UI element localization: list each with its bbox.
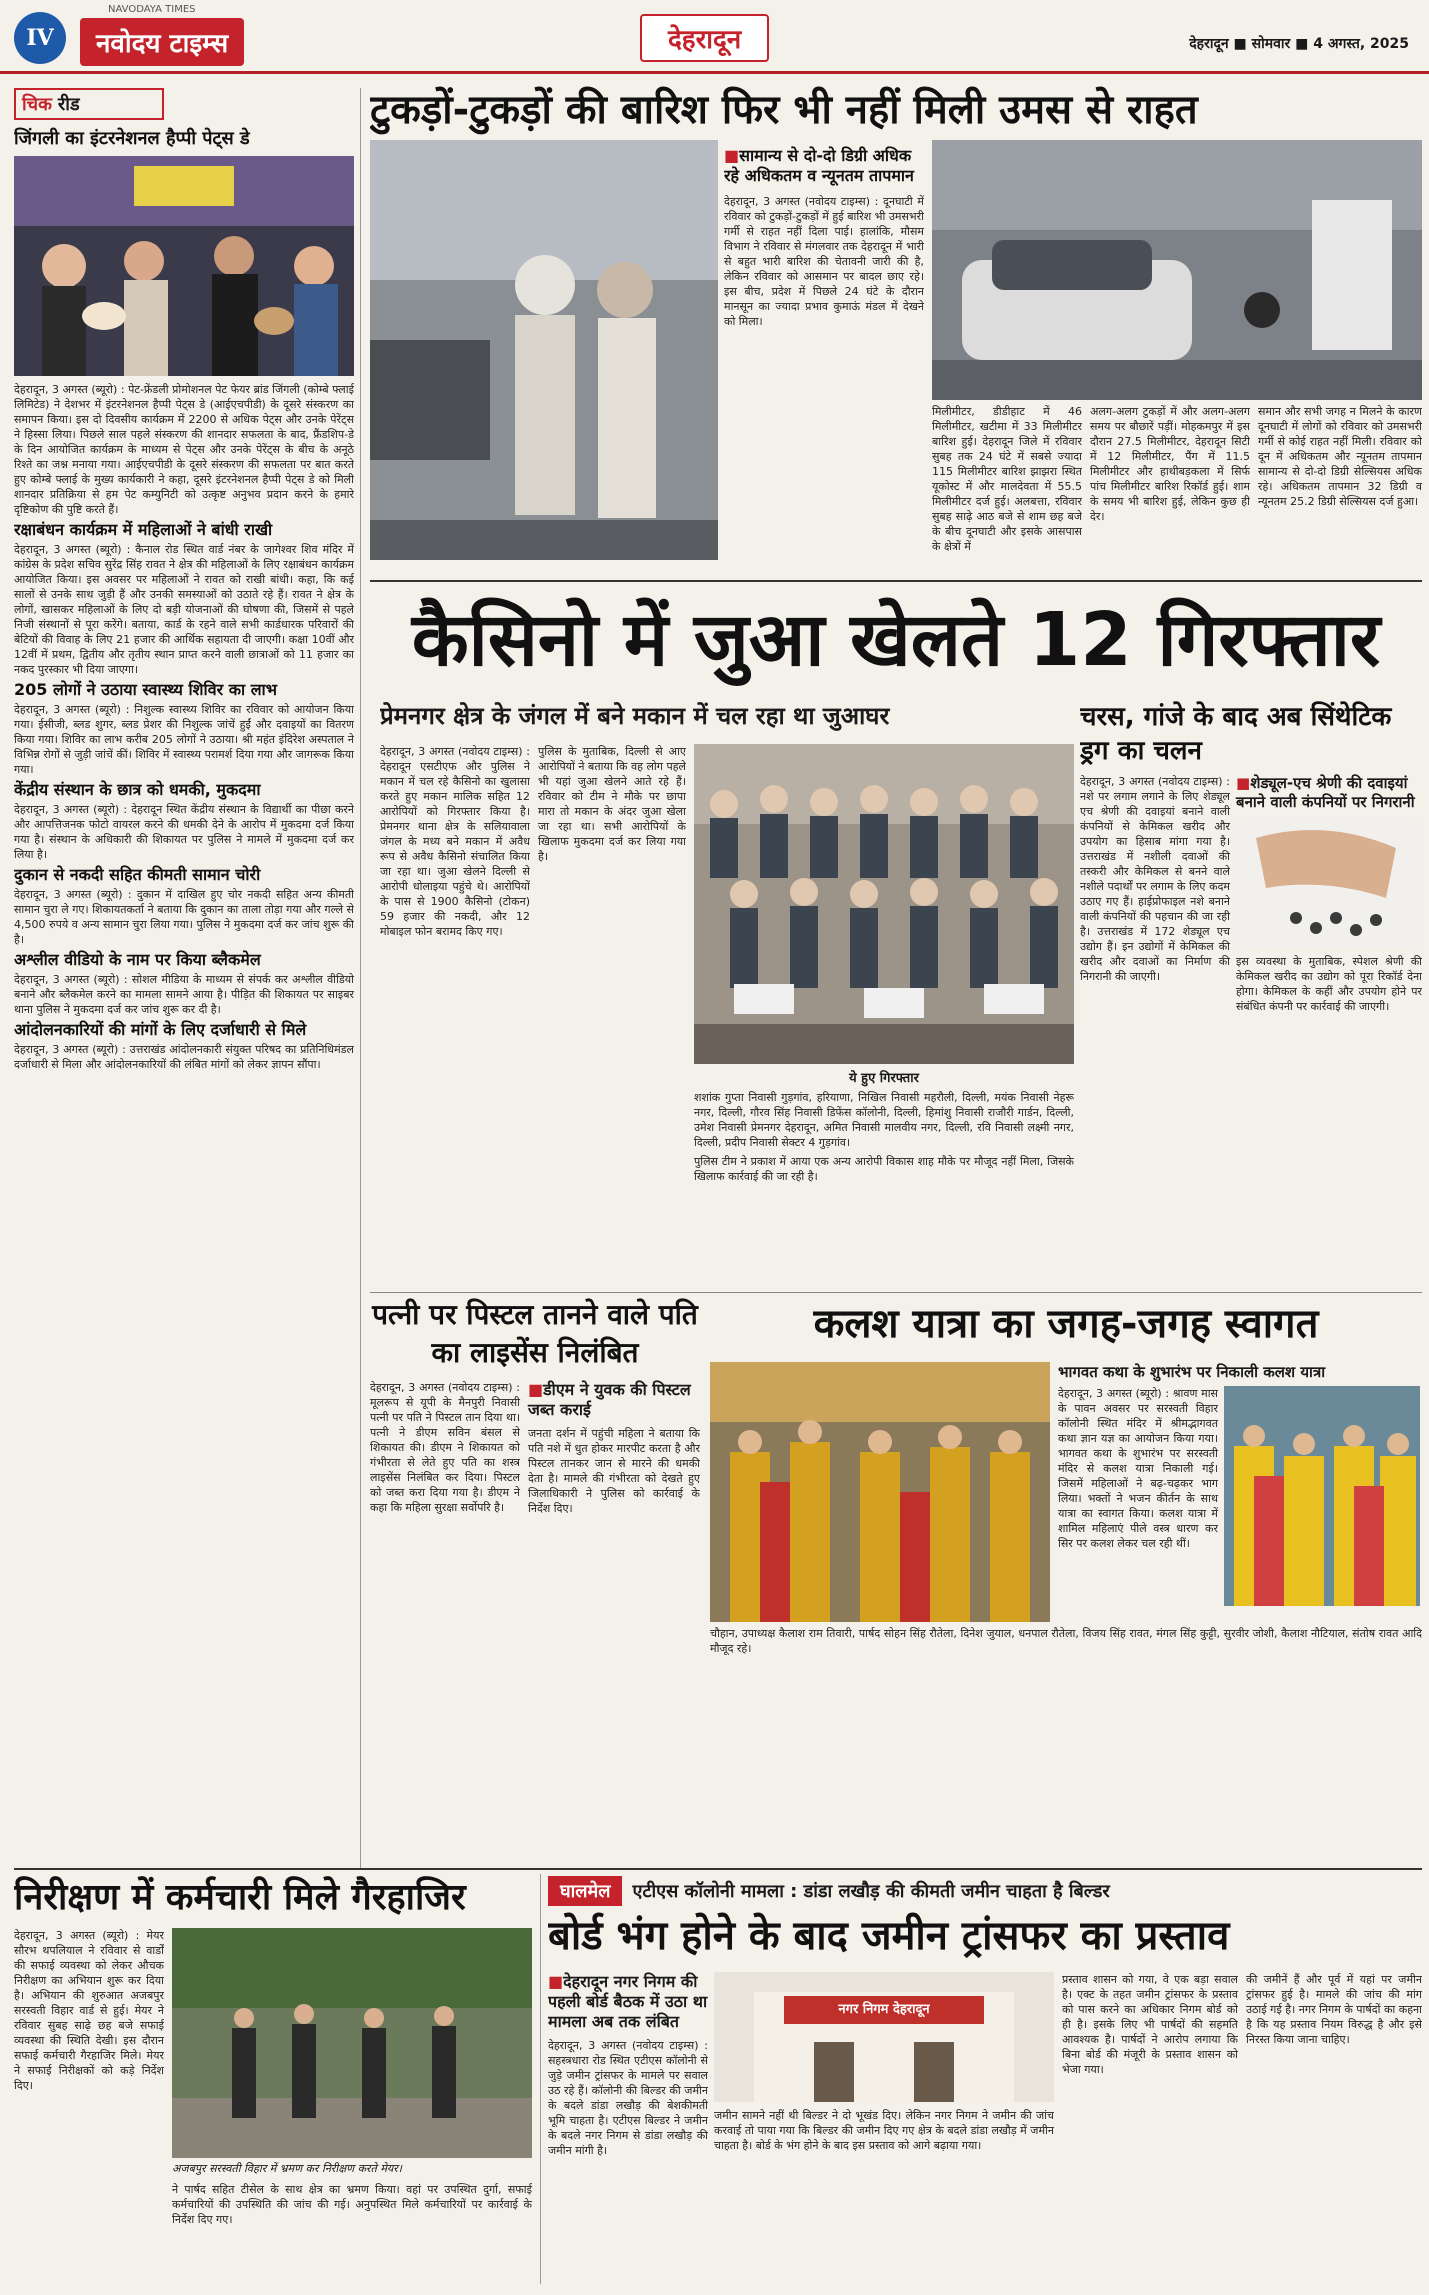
- drug-story: [1080, 700, 1422, 1280]
- inspection-headline: निरीक्षण में कर्मचारी मिले गैरहाजिर: [14, 1877, 466, 1918]
- pills-photo: [1236, 818, 1422, 948]
- casino-body-1: देहरादून, 3 अगस्त (नवोदय टाइम्स) : देहरादून एसटीएफ और पुलिस ने मकान में चल रहे कैसिनो का खुलासा करते हुए मकान मालिक सहित 12 आरोपियों को गिरफ्तार किया है। प्रेमनगर थाना क्षेत्र के सलियावाला जंगल के मध्य बने मकान में अवैध रूप से अवैध कैसिनो संचालित किया जा रहा था। जुआ खेलने दिल्ली से आरोपी धोलाइया पहुंचे थे। आरोपियों के पास से 1900 कैसिनो (टोकन) 59 हजार की नकदी, और 12 मोबाइल फोन बरामद किए गए।: [380, 745, 530, 938]
- lead-headline: [370, 86, 1420, 136]
- city-section-label: देहरादून: [640, 14, 769, 62]
- casino-text-col1: [380, 744, 530, 1284]
- left-column: [14, 88, 354, 1868]
- casino-arrest-photo: [694, 744, 1074, 1064]
- lead-headline-text: टुकड़ों-टुकड़ों की बारिश फिर भी नहीं मिली उमस से राहत: [370, 87, 1198, 133]
- pistol-subhead: ■डीएम ने युवक की पिस्टल जब्त कराई: [528, 1380, 691, 1419]
- lead-text-col1: [724, 146, 924, 566]
- brief-title-agitators: आंदोलनकारियों की मांगों के लिए दर्जाधारी से मिले: [14, 1020, 307, 1039]
- land-kicker: एटीएस कॉलोनी मामला : डांडा लखौड़ की कीमती जमीन चाहता है बिल्डर: [632, 1881, 1110, 1902]
- land-subhead: ■देहरादून नगर निगम की पहली बोर्ड बैठक में उठा था मामला अब तक लंबित: [548, 1972, 708, 2031]
- land-col2: [714, 2108, 1054, 2284]
- lead-body-col4: समान और सभी जगह न मिलने के कारण दूनघाटी में लोगों को रविवार को उमसभरी गर्मी से कोई राहत नहीं मिली। रविवार को दून में अधिकतम और न्यूनतम तापमान सामान्य से दो-दो डिग्री सेल्सियस अधिक रहे। अधिकतम तापमान 32 डिग्री व न्यूनतम 25.2 डिग्री सेल्सियस दर्ज हुआ।: [1258, 405, 1422, 508]
- chiklit-body: देहरादून, 3 अगस्त (ब्यूरो) : पेट-फ्रेंडली प्रोमोशनल पेट फेयर ब्रांड जिंगली (कोम्बे फ्लाई लिमिटेड) ने देशभर में इंटरनेशनल हैप्पी पेट्स डे (आईएचपीडी) के दूसरे संस्करण का समापन किया। इस दो दिवसीय कार्यक्रम में 2200 से अधिक पेट्स और उनके पेरेंट्स ने हिस्सा लिया। पिछले साल पहले संस्करण की शानदार सफलता के बाद, फ्रैंडशिप-डे के दिन आयोजित कार्यक्रम के माध्यम से पेट्स और उनके पेरेंट्स के बीच के अनूठे रिश्ते का जश्न मनाया गया। आईएचपीडी के दूसरे संस्करण की सफलता पर बात करते हुए कोम्बे फ्लाई के मुख्य कार्यकारी ने कहा, दूसरे इंटरनेशनल हैप्पी पेट्स डे को मिली शानदार प्रतिक्रिया से हम पेट कम्युनिटी को उत्कृष्ट अनुभव प्रदान करने के हमारे दृष्टिकोण की पुष्टि करते हैं।: [14, 383, 354, 516]
- drug-subhead: ■शेड्यूल-एच श्रेणी की दवाइयां बनाने वाली कंपनियों पर निगरानी: [1236, 774, 1415, 811]
- drug-body-2: इस व्यवस्था के मुताबिक, स्पेशल श्रेणी की केमिकल खरीद का उद्योग को पूरा रिकॉर्ड देना होगा। केमिकल के कहीं और उपयोग होने पर संबंधित कंपनी पर कार्रवाई की जाएगी।: [1236, 955, 1422, 1013]
- paper-name-latin: NAVODAYA TIMES: [108, 4, 196, 15]
- section-rule: [370, 580, 1422, 582]
- kalash-headline: [710, 1296, 1422, 1356]
- nagar-nigam-photo: [714, 1972, 1054, 2102]
- land-headline: [548, 1910, 1422, 1964]
- casino-body-4: पुलिस टीम ने प्रकाश में आया एक अन्य आरोपी विकास शाह मौके पर मौजूद नहीं मिला, जिसके खिलाफ कार्रवाई की जा रही है।: [694, 1155, 1074, 1183]
- kalash-photo-procession: [710, 1362, 1050, 1622]
- land-headline-text: बोर्ड भंग होने के बाद जमीन ट्रांसफर का प्रस्ताव: [548, 1913, 1230, 1959]
- kalash-headline-text: कलश यात्रा का जगह-जगह स्वागत: [813, 1301, 1319, 1347]
- brief-title-raksha: रक्षाबंधन कार्यक्रम में महिलाओं ने बांधी राखी: [14, 520, 273, 539]
- casino-subhead-text: प्रेमनगर क्षेत्र के जंगल में बने मकान में चल रहा था जुआघर: [380, 702, 890, 730]
- brief-title-theft: दुकान से नकदी सहित कीमती सामान चोरी: [14, 865, 261, 884]
- casino-headline-text: कैसिनो में जुआ खेलते 12 गिरफ्तार: [411, 597, 1381, 683]
- page-number-badge: IV: [14, 12, 66, 64]
- casino-text-col2: [538, 744, 686, 1284]
- masthead: [0, 0, 1429, 74]
- drug-subhead-text: शेड्यूल-एच श्रेणी की दवाइयां बनाने वाली कंपनियों पर निगरानी: [1236, 774, 1415, 811]
- pistol-headline: पत्नी पर पिस्टल तानने वाले पति का लाइसेंस निलंबित: [372, 1298, 698, 1369]
- chiklit-label-text2: रीड: [57, 94, 80, 115]
- lead-subhead: ■सामान्य से दो-दो डिग्री अधिक रहे अधिकतम व न्यूनतम तापमान: [724, 146, 914, 185]
- casino-body-2: पुलिस के मुताबिक, दिल्ली से आए आरोपियों ने बताया कि वह लोग पहले भी यहां जुआ खेलने आते रहे हैं। रविवार को टीम ने मौके पर छापा मारा तो मकान के अंदर जुआ खेला जा रहा था। सभी आरोपियों के खिलाफ मुकदमा दर्ज कर लिया गया है।: [538, 745, 686, 863]
- casino-headline: [370, 590, 1422, 700]
- land-body-2: जमीन सामने नहीं थी बिल्डर ने दो भूखंड दिए। लेकिन नगर निगम ने जमीन की जांच करवाई तो पाया गया कि बिल्डर की जमीन दिए गए क्षेत्र के बदले डांडा लखौड़ में जमीन चाहता है। बोर्ड के भंग होने के बाद इस प्रस्ताव को आगे बढ़ाया गया।: [714, 2109, 1054, 2152]
- lead-body-col1: देहरादून, 3 अगस्त (नवोदय टाइम्स) : दूनघाटी में रविवार को टुकड़ों-टुकड़ों में हुई बारिश भी उमसभरी गर्मी से राहत नहीं दिला पाई। हालांकि, मौसम विभाग ने रविवार से मंगलवार तक देहरादून में भारी से बहुत भारी बारिश की चेतावनी जारी की है, लेकिन रविवार को आसमान पर बादल छाए रहे। इस बीच, प्रदेश में पिछले 24 घंटे के दौरान मानसून का ज्यादा प्रभाव कुमाऊं मंडल में देखने को मिला।: [724, 195, 924, 328]
- brief-body-raksha: देहरादून, 3 अगस्त (ब्यूरो) : कैनाल रोड स्थित वार्ड नंबर के जागेश्वर शिव मंदिर में कांग्रेस के प्रदेश सचिव सुरेंद्र सिंह रावत ने क्षेत्र की महिलाओं के लिए रक्षाबंधन कार्यक्रम आयोजित किया। इस अवसर पर महिलाओं ने रावत को राखी बांधी। कहा, कि कई सालों से उनके साथ जुड़ी हैं और उनकी समस्याओं को उठाते रहे हैं। रावत ने क्षेत्र के लोगों, खासकर महिलाओं के लिए दो बड़ी योजनाओं की घोषणा की, जिसमें से पहले निजी संस्थानों से पूरा करेंगे। बताया, कार्ड के रहने वाले सभी कार्डधारक परिवारों की बेटियों की विवाह के लिए 21 हजार की आर्थिक सहायता दी जाएगी। कक्षा 10वीं और 12वीं में प्रथम, द्वितीय और तृतीय स्थान प्राप्त करने वाली छात्राओं को 11 हजार का नकद पुरस्कार भी दिया जाएगा।: [14, 543, 354, 676]
- casino-arrested-box: [694, 1068, 1074, 1288]
- chiklit-label: [14, 88, 164, 120]
- land-kicker-row: [548, 1874, 1422, 1908]
- rain-photo-women: [370, 140, 718, 560]
- drug-headline: चरस, गांजे के बाद अब सिंथेटिक ड्रग का चलन: [1080, 702, 1392, 766]
- casino-photo-caption: ये हुए गिरफ्तार: [849, 1071, 919, 1086]
- kalash-footer: [710, 1626, 1422, 1716]
- land-body-3: प्रस्ताव शासन को गया, वे एक बड़ा सवाल है। एक्ट के तहत जमीन ट्रांसफर के प्रस्ताव को पास करने का अधिकार निगम बोर्ड को ही है। इसके लिए भी पार्षदों की सहमति आवश्यक है। पार्षदों ने आरोप लगाया कि बिना बोर्ड की मंजूरी के प्रस्ताव शासन को भेजा गया।: [1062, 1973, 1238, 2076]
- inspection-body: देहरादून, 3 अगस्त (ब्यूरो) : मेयर सौरभ थपलियाल ने रविवार से वार्डों की सफाई व्यवस्था को लेकर औचक निरीक्षण का अभियान शुरू कर दिया है। अभियान की शुरुआत अजबपुर सरस्वती विहार वार्ड से हुई। मेयर ने रविवार सुबह साढ़े छह बजे सफाई व्यवस्था की स्थिति देखी। इस दौरान सफाई कर्मचारी गैरहाजिर मिले। मेयर ने सफाई निरीक्षकों को कड़े निर्देश दिए।: [14, 1929, 164, 2092]
- land-body-4: की जमीनें हैं और पूर्व में यहां पर जमीन ट्रांसफर हुई है। मामले की जांच की मांग उठाई गई है। नगर निगम के पार्षदों का कहना है कि यह प्रस्ताव नियम विरुद्ध है और इसे निरस्त किया जाना चाहिए।: [1246, 1973, 1422, 2046]
- lead-body-col2: मिलीमीटर, डीडीहाट में 46 मिलीमीटर, खटीमा में 33 मिलीमीटर बारिश हुई। देहरादून जिले में रविवार सुबह तक 24 घंटे में सबसे ज्यादा 115 मिलीमीटर बारिश झाझरा स्थित यूकोस्ट में और मालदेवता में 55.5 मिलीमीटर दर्ज हुई। अलबत्ता, रविवार सुबह साढ़े आठ बजे से शाम छह बजे के बीच दूनघाटी और इसके आसपास के क्षेत्रों में: [932, 405, 1082, 553]
- kalash-text-block: [1058, 1362, 1422, 1622]
- lead-text-col2: [932, 404, 1082, 564]
- column-rule: [360, 88, 361, 1868]
- paper-logo: नवोदय टाइम्स: [80, 18, 244, 66]
- land-col4: [1246, 1972, 1422, 2284]
- casino-arrested-list: शशांक गुप्ता निवासी गुड़गांव, हरियाणा, निखिल निवासी महरौली, दिल्ली, मयंक निवासी नेहरू नगर, दिल्ली, गौरव सिंह निवासी डिफेंस कॉलोनी, दिल्ली, हिमांशु निवासी राजौरी गार्डन, दिल्ली, उमेश निवासी प्रेमनगर देहरादून, अमित निवासी मालवीय नगर, दिल्ली, रवि निवासी लक्ष्मी नगर, दिल्ली, प्रदीप निवासी सेक्टर 4 गुड़गांव।: [694, 1091, 1074, 1149]
- lead-text-col3: [1090, 404, 1250, 564]
- land-col3: [1062, 1972, 1238, 2284]
- nagar-nigam-sign: नगर निगम देहरादून: [838, 2002, 930, 2017]
- inspection-photo-caption: अजबपुर सरस्वती विहार में भ्रमण कर निरीक्षण करते मेयर।: [172, 2162, 402, 2175]
- column-rule-2: [540, 1874, 541, 2284]
- land-tag: घालमेल: [548, 1876, 622, 1906]
- casino-subhead: [380, 700, 1060, 736]
- land-body: देहरादून, 3 अगस्त (नवोदय टाइम्स) : सहस्त्रधारा रोड स्थित एटीएस कॉलोनी से जुड़े जमीन ट्रांसफर के मामले पर सवाल उठ रहे हैं। कॉलोनी की बिल्डर की जमीन के बदले डांडा लखौड़ की बेशकीमती भूमि चाहता है। एटीएस बिल्डर ने जमीन के बदले नगर निगम से डांडा लखौड़ की जमीन मांगी है।: [548, 2039, 708, 2157]
- chiklit-label-text: चिक: [22, 94, 52, 115]
- pistol-story: [370, 1296, 700, 1856]
- kalash-body-2: चौहान, उपाध्यक्ष कैलाश राम तिवारी, पार्षद सोहन सिंह रौतेला, दिनेश जुयाल, धनपाल रौतेला, विजय सिंह रावत, मंगल सिंह कुट्टी, सुरवीर जोशी, कैलाश नौटियाल, संतोष रावत आदि मौजूद रहे।: [710, 1627, 1422, 1655]
- lead-body-col3: अलग-अलग टुकड़ों में और अलग-अलग समय पर बौछारें पड़ीं। मोहकमपुर में इस दौरान 27.5 मिलीमीटर, देहरादून सिटी में 12 मिलीमीटर, पैंग में 11.5 मिलीमीटर और हाथीबड़कला में सिर्फ पांच मिलीमीटर बारिश रिकॉर्ड हुई। शाम के समय भी बारिश हुई, लेकिन कुछ ही देर।: [1090, 405, 1250, 523]
- brief-title-health-camp: 205 लोगों ने उठाया स्वास्थ्य शिविर का लाभ: [14, 680, 277, 699]
- inspection-body-2: ने पार्षद सहित टीसेल के साथ क्षेत्र का भ्रमण किया। वहां पर उपस्थित दुर्गा, सफाई कर्मचारियों की उपस्थिति की जांच की गई। अनुपस्थित मिले कर्मचारियों पर कार्रवाई के निर्देश दिए गए।: [172, 2183, 532, 2226]
- brief-body-blackmail: देहरादून, 3 अगस्त (ब्यूरो) : सोशल मीडिया के माध्यम से संपर्क कर अश्लील वीडियो बनाने और ब्लैकमेल करने का मामला सामने आया है। पीड़ित की शिकायत पर साइबर थाना पुलिस ने मुकदमा दर्ज कर जांच शुरू कर दी है।: [14, 973, 354, 1016]
- inspection-story: [14, 1874, 534, 2284]
- rain-photo-traffic: [932, 140, 1422, 400]
- kalash-subhead: भागवत कथा के शुभारंभ पर निकाली कलश यात्रा: [1058, 1363, 1326, 1381]
- brief-body-agitators: देहरादून, 3 अगस्त (ब्यूरो) : उत्तराखंड आंदोलनकारी संयुक्त परिषद का प्रतिनिधिमंडल दर्जाधारी से मिला और आंदोलनकारियों की लंबित मांगों को लेकर ज्ञापन सौंपा।: [14, 1043, 354, 1071]
- drug-body: देहरादून, 3 अगस्त (नवोदय टाइम्स) : नशे पर लगाम लगाने के लिए शेड्यूल एच श्रेणी की दवाइयां बनाने वाली कंपनियों से केमिकल खरीद और उपयोग का हिसाब मांगा गया है। उत्तराखंड में नशीली दवाओं की तस्करी और केमिकल से बनने वाले नशीले पदार्थों पर लगाम के लिए कदम उठाए गए हैं। हाईप्रोफाइल नशे बनाने वाली कंपनियों की पहचान की जा रही है। उत्तराखंड में 172 शेड्यूल एच उद्योग हैं। इन उद्योगों में केमिकल की खरीद और दवाओं का निर्माण की निगरानी की जाएगी।: [1080, 775, 1230, 983]
- kalash-photo-women: [1224, 1386, 1420, 1606]
- brief-title-blackmail: अश्लील वीडियो के नाम पर किया ब्लैकमेल: [14, 950, 261, 969]
- pistol-body: देहरादून, 3 अगस्त (नवोदय टाइम्स) : मूलरूप से यूपी के मैनपुरी निवासी पत्नी पर पति ने पिस्टल तान दिया था। पत्नी ने डीएम सविन बंसल से शिकायत की। डीएम ने शिकायत को गंभीरता से लेते हुए पति का शस्त्र लाइसेंस निलंबित कर दिया। पिस्टल को जब्त करा दिया गया है। डीएम ने कहा कि महिला सुरक्षा सर्वोपरि है।: [370, 1381, 520, 1514]
- chiklit-headline: जिंगली का इंटरनेशनल हैप्पी पेट्स डे: [14, 128, 250, 149]
- land-col1: [548, 1972, 708, 2284]
- lead-text-col4: [1258, 404, 1422, 564]
- brief-body-theft: देहरादून, 3 अगस्त (ब्यूरो) : दुकान में दाखिल हुए चोर नकदी सहित अन्य कीमती सामान चुरा ले गए। शिकायतकर्ता ने बताया कि दुकान का ताला तोड़ा गया और गल्ले से 4,500 रुपये व अन्य सामान चुरा लिया गया। पुलिस ने मुकदमा दर्ज कर जांच शुरू की है।: [14, 888, 354, 946]
- section-rule-2: [370, 1292, 1422, 1293]
- pistol-body-2: जनता दर्शन में पहुंची महिला ने बताया कि पति नशे में धुत होकर मारपीट करता है और पिस्टल तानकर जान से मारने की धमकी देता है। मामले की गंभीरता को देखते हुए जिलाधिकारी ने पुलिस को कार्रवाई के निर्देश दिए।: [528, 1427, 700, 1515]
- brief-title-threat: केंद्रीय संस्थान के छात्र को धमकी, मुकदमा: [14, 780, 261, 799]
- kalash-body: देहरादून, 3 अगस्त (ब्यूरो) : श्रावण मास के पावन अवसर पर सरस्वती विहार कॉलोनी स्थित मंदिर में श्रीमद्भागवत कथा ज्ञान यज्ञ का आयोजन किया गया। भागवत कथा के शुभारंभ पर सरस्वती मंदिर से कलश यात्रा निकाली गई। जिसमें महिलाओं ने बढ़-चढ़कर भाग लिया। भक्तों ने भजन कीर्तन के साथ यात्रा का स्वागत किया। कलश यात्रा में शामिल महिलाएं पीले वस्त्र धारण कर सिर पर कलश लेकर चल रही थीं।: [1058, 1387, 1218, 1550]
- section-rule-3: [14, 1868, 1422, 1870]
- pistol-subhead-text: डीएम ने युवक की पिस्टल जब्त कराई: [528, 1380, 691, 1419]
- lead-subhead-text: सामान्य से दो-दो डिग्री अधिक रहे अधिकतम व न्यूनतम तापमान: [724, 146, 914, 185]
- dateline: देहरादून ■ सोमवार ■ 4 अगस्त, 2025: [1189, 36, 1409, 52]
- inspection-photo: [172, 1928, 532, 2158]
- pets-event-photo: [14, 156, 354, 376]
- brief-body-threat: देहरादून, 3 अगस्त (ब्यूरो) : देहरादून स्थित केंद्रीय संस्थान के विद्यार्थी का पीछा करने और आपत्तिजनक फोटो वायरल करने की धमकी देने के आरोप में मुकदमा दर्ज किया गया है। संस्थान के अधिकारी की शिकायत पर पुलिस ने मामले में मुकदमा दर्ज कर लिया है।: [14, 803, 354, 861]
- brief-body-health-camp: देहरादून, 3 अगस्त (ब्यूरो) : निशुल्क स्वास्थ्य शिविर का रविवार को आयोजन किया गया। ईसीजी, ब्लड शुगर, ब्लड प्रेशर की निशुल्क जांचें हुईं और दवाइयों का वितरण किया गया। शिविर का लाभ करीब 205 लोगों ने उठाया। श्री महंत इंदिरेश अस्पताल ने विभिन्न रोगों से जुड़ी जांचें कीं। शिविर में स्वास्थ्य परामर्श दिया गया और जागरूक किया गया।: [14, 703, 354, 776]
- land-subhead-text: देहरादून नगर निगम की पहली बोर्ड बैठक में उठा था मामला अब तक लंबित: [548, 1972, 708, 2031]
